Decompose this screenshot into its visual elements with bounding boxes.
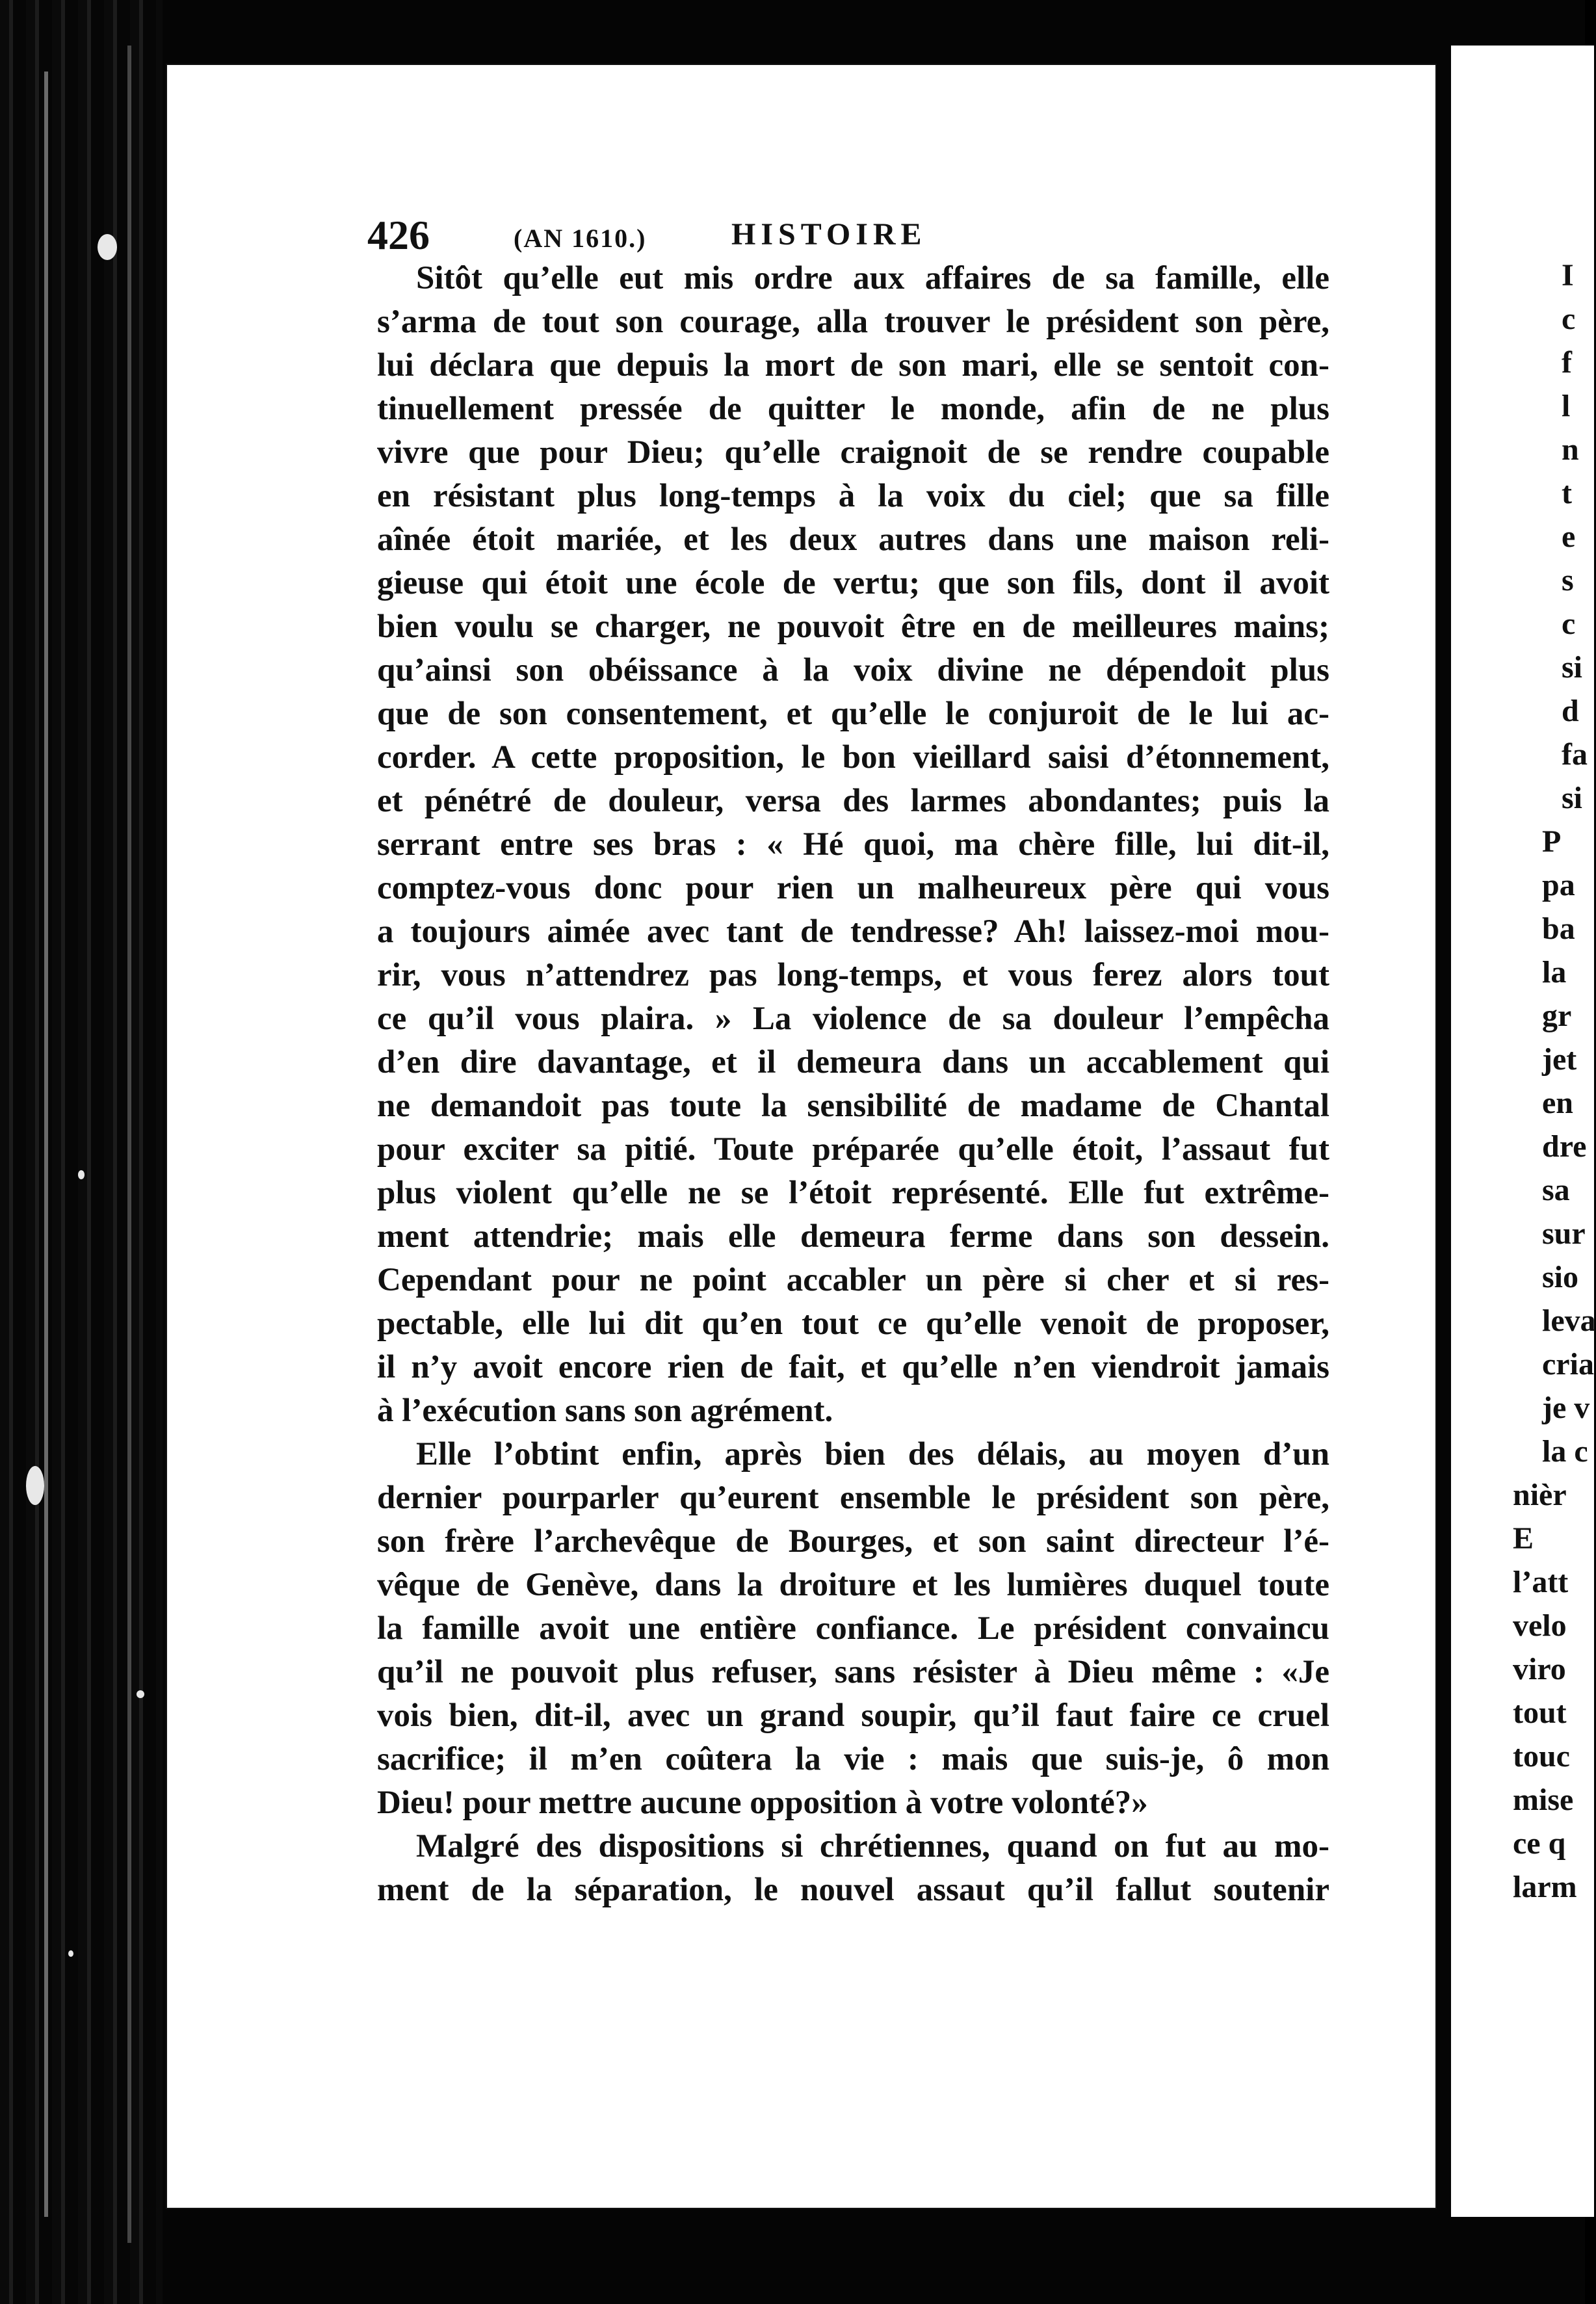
text-line: s’arma de tout son courage, alla trouver le président son père, — [377, 304, 1329, 340]
facing-page-fragment: d — [1562, 694, 1579, 728]
text-line: plus violent qu’elle ne se l’étoit représenté. Elle fut extrême- — [377, 1175, 1329, 1211]
text-line: Cependant pour ne point accabler un père si cher et si res- — [377, 1262, 1329, 1298]
facing-page-fragment: pa — [1542, 868, 1575, 902]
facing-page-fragment: larm — [1513, 1870, 1577, 1904]
text-line: d’en dire davantage, et il demeura dans un accablement qui — [377, 1044, 1329, 1080]
text-line: qu’il ne pouvoit plus refuser, sans résister à Dieu même : «Je — [377, 1654, 1329, 1690]
text-line: sacrifice; il m’en coûtera la vie : mais que suis-je, ô mon — [377, 1741, 1329, 1777]
facing-page-fragment: si — [1562, 781, 1583, 815]
text-line: vivre que pour Dieu; qu’elle craignoit de se rendre coupable — [377, 434, 1329, 471]
text-line: ment de la séparation, le nouvel assaut qu’il fallut soutenir — [377, 1872, 1329, 1908]
text-line: Malgré des dispositions si chrétiennes, quand on fut au mo- — [416, 1828, 1329, 1865]
facing-page-edge — [1451, 46, 1594, 2217]
text-line: vois bien, dit-il, avec un grand soupir, qu’il faut faire ce cruel — [377, 1697, 1329, 1734]
binding-streak — [44, 72, 48, 2217]
facing-page-fragment: cria — [1542, 1347, 1594, 1381]
text-line: gieuse qui étoit une école de vertu; que son fils, dont il avoit — [377, 565, 1329, 601]
facing-page-fragment: mise — [1513, 1783, 1574, 1817]
binding-speck — [137, 1690, 144, 1698]
facing-page-fragment: nièr — [1513, 1478, 1567, 1512]
facing-page-fragment: leva — [1542, 1303, 1596, 1338]
text-line: ce qu’il vous plaira. » La violence de sa douleur l’empêcha — [377, 1001, 1329, 1037]
facing-page-fragment: gr — [1542, 999, 1572, 1033]
facing-page-fragment: f — [1562, 345, 1572, 380]
facing-page-fragment: c — [1562, 302, 1576, 336]
text-line: il n’y avoit encore rien de fait, et qu’elle n’en viendroit jamais — [377, 1349, 1329, 1385]
facing-page-fragment: en — [1542, 1086, 1573, 1120]
page-header — [367, 211, 1329, 263]
text-line: corder. A cette proposition, le bon vieillard saisi d’étonnement, — [377, 739, 1329, 776]
text-line: Dieu! pour mettre aucune opposition à votre volonté?» — [377, 1785, 1148, 1821]
page-body-text — [377, 257, 1329, 1912]
text-line: Elle l’obtint enfin, après bien des délais, au moyen d’un — [416, 1436, 1329, 1473]
text-line: vêque de Genève, dans la droiture et les lumières duquel toute — [377, 1567, 1329, 1603]
binding-speck — [78, 1170, 85, 1179]
running-title: HISTOIRE — [731, 217, 927, 252]
facing-page-fragment: tout — [1513, 1695, 1567, 1730]
facing-page-fragment: sa — [1542, 1173, 1570, 1207]
facing-page-fragment: s — [1562, 563, 1574, 597]
text-line: tinuellement pressée de quitter le monde, afin de ne plus — [377, 391, 1329, 427]
facing-page-fragment: sur — [1542, 1216, 1586, 1251]
text-line: serrant entre ses bras : « Hé quoi, ma chère fille, lui dit-il, — [377, 826, 1329, 863]
binding-speck — [26, 1466, 44, 1505]
facing-page-fragment: n — [1562, 432, 1579, 467]
binding-speck — [68, 1950, 73, 1957]
facing-page-fragment: velo — [1513, 1608, 1567, 1643]
text-line: à l’exécution sans son agrément. — [377, 1393, 833, 1429]
text-line: rir, vous n’attendrez pas long-temps, et vous ferez alors tout — [377, 957, 1329, 993]
facing-page-fragment: ce q — [1513, 1826, 1566, 1861]
facing-page-fragment: t — [1562, 476, 1572, 510]
text-line: pour exciter sa pitié. Toute préparée qu’elle étoit, l’assaut fut — [377, 1131, 1329, 1168]
text-line: et pénétré de douleur, versa des larmes abondantes; puis la — [377, 783, 1329, 819]
header-year: (AN 1610.) — [514, 224, 647, 253]
text-line: son frère l’archevêque de Bourges, et son saint directeur l’é- — [377, 1523, 1329, 1560]
text-line: lui déclara que depuis la mort de son mari, elle se sentoit con- — [377, 347, 1329, 384]
facing-page-fragment: l — [1562, 389, 1571, 423]
facing-page-fragment: sio — [1542, 1260, 1579, 1294]
text-line: dernier pourparler qu’eurent ensemble le président son père, — [377, 1480, 1329, 1516]
book-binding-edge — [0, 0, 163, 2304]
text-line: Sitôt qu’elle eut mis ordre aux affaires de sa famille, elle — [416, 260, 1329, 296]
facing-page-fragment: je v — [1542, 1391, 1590, 1425]
facing-page-fragment: si — [1562, 650, 1583, 685]
facing-page-fragment: touc — [1513, 1739, 1570, 1774]
page-number: 426 — [367, 212, 430, 258]
text-line: comptez-vous donc pour rien un malheureux père qui vous — [377, 870, 1329, 906]
facing-page-fragment: c — [1562, 607, 1576, 641]
text-line: la famille avoit une entière confiance. Le président convaincu — [377, 1610, 1329, 1647]
binding-speck — [98, 234, 117, 260]
text-line: ne demandoit pas toute la sensibilité de madame de Chantal — [377, 1088, 1329, 1124]
facing-page-fragment: e — [1562, 519, 1576, 554]
text-line: que de son consentement, et qu’elle le conjuroit de le lui ac- — [377, 696, 1329, 732]
facing-page-fragment: jet — [1542, 1042, 1577, 1077]
facing-page-fragment: ba — [1542, 911, 1575, 946]
text-line: a toujours aimée avec tant de tendresse? Ah! laissez-moi mou- — [377, 913, 1329, 950]
text-line: qu’ainsi son obéissance à la voix divine ne dépendoit plus — [377, 652, 1329, 688]
binding-streak — [127, 46, 131, 2243]
facing-page-fragment: l’att — [1513, 1565, 1569, 1599]
facing-page-fragment: viro — [1513, 1652, 1566, 1686]
facing-page-fragment: dre — [1542, 1129, 1587, 1164]
facing-page-fragment: la — [1542, 955, 1567, 989]
facing-page-fragment: I — [1562, 258, 1574, 293]
text-line: bien voulu se charger, ne pouvoit être en de meilleures mains; — [377, 609, 1329, 645]
facing-page-fragment: la c — [1542, 1434, 1588, 1469]
text-line: aînée étoit mariée, et les deux autres dans une maison reli- — [377, 521, 1329, 558]
facing-page-fragment: E — [1513, 1521, 1534, 1556]
facing-page-fragment: fa — [1562, 737, 1588, 772]
facing-page-fragment: P — [1542, 824, 1562, 859]
text-line: ment attendrie; mais elle demeura ferme dans son dessein. — [377, 1218, 1329, 1255]
text-line: en résistant plus long-temps à la voix du ciel; que sa fille — [377, 478, 1329, 514]
text-line: pectable, elle lui dit qu’en tout ce qu’elle venoit de proposer, — [377, 1305, 1329, 1342]
